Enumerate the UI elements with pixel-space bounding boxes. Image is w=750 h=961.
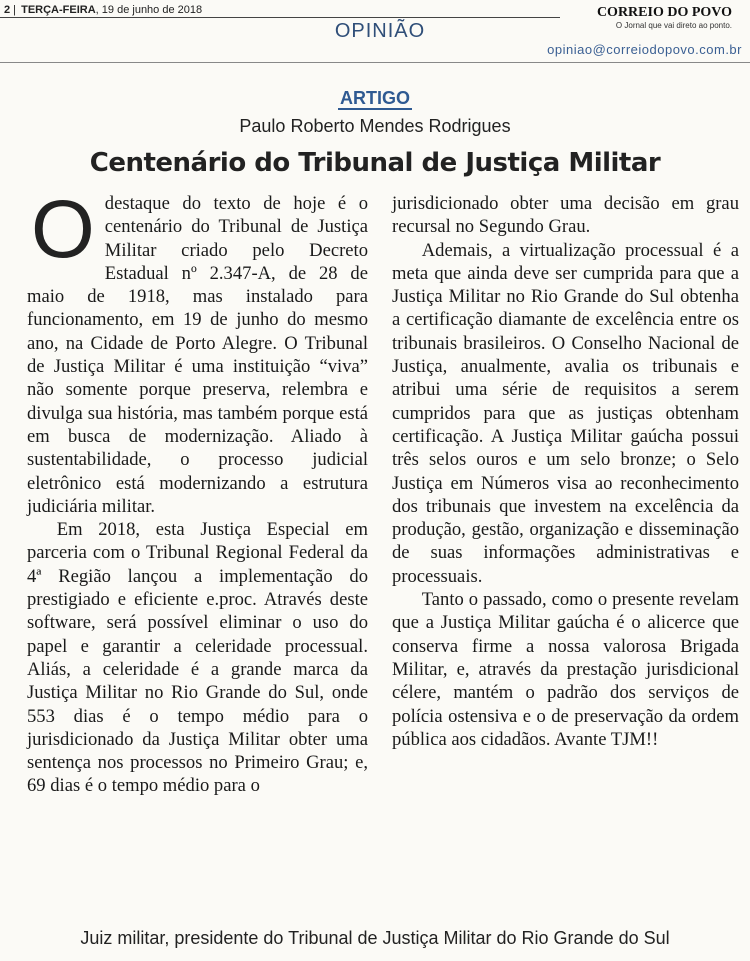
newspaper-name: CORREIO DO POVO (596, 5, 732, 20)
section-email: opiniao@correiodopovo.com.br (547, 42, 742, 57)
kicker-label: ARTIGO (340, 88, 410, 108)
paragraph-3: Ademais, a virtualização processual é a meta que ainda deve ser cumprida para que a Justiça Militar no Rio Grande do Sul obtenha a certificação diamante de excelência entre os tribunais brasileiros. O Conselho Nacional de Justiça, anualmente, avalia os tribunais e atribui uma série de requisitos a serem cumpridos para que as justiças obtenham certificação. A Justiça Militar gaúcha possui três selos ouros e um selo bronze; o Selo Justiça em Números visa ao reconhecimento dos tribunais que investem na excelência da produção, gestão, organização e disseminação de suas informações administrativas e processuais. (392, 239, 739, 587)
author-bio: Juiz militar, presidente do Tribunal de Justiça Militar do Rio Grande do Sul (80, 928, 670, 948)
headline: Centenário do Tribunal de Justiça Militar (89, 148, 661, 178)
article-column-1 (27, 184, 368, 798)
page-header (0, 0, 750, 70)
newspaper-logo (597, 5, 732, 30)
folio: 2 | TERÇA-FEIRA, 19 de junho de 2018 (4, 4, 203, 16)
issue-date: 19 de junho de 2018 (101, 4, 203, 16)
kicker (0, 88, 750, 109)
weekday: TERÇA-FEIRA (21, 4, 96, 16)
paragraph-2-continued: jurisdicionado obter uma decisão em grau recursal no Segundo Grau. (392, 193, 739, 238)
paragraph-4: Tanto o passado, como o presente revelam que a Justiça Militar gaúcha é o alicerce que conserva firme a nossa valorosa Brigada Militar, e, através da prestação jurisdicional célere, mantém o padrão dos serviços de polícia ostensiva e o de preservação da ordem pública aos cidadãos. Avante TJM!! (392, 589, 739, 750)
header-rule (0, 17, 560, 18)
paragraph-2: Em 2018, esta Justiça Especial em parceria com o Tribunal Regional Federal da 4ª Região lançou a implementação do prestigiado e eficiente e.proc. Através deste software, será possível eliminar o uso do papel e garantir a celeridade processual. Aliás, a celeridade é a grande marca da Justiça Militar no Rio Grande do Sul, onde 553 dias é o tempo médio para o jurisdicionado da Justiça Militar obter uma sentença nos processos no Primeiro Grau; e, 69 dias é o tempo médio para o (27, 519, 368, 797)
article-column-2 (392, 192, 739, 751)
drop-cap: O (31, 184, 95, 275)
section-title: OPINIÃO (334, 20, 426, 42)
author-name: Paulo Roberto Mendes Rodrigues (239, 116, 511, 136)
page-number: 2 (4, 4, 11, 16)
paragraph-1: destaque do texto de hoje é o centenário do Tribunal de Justiça Militar criado pelo Decreto Estadual nº 2.347-A, de 28 de maio de 1918, mas instalado para funcionamento, em 19 de junho do mesmo ano, na Cidade de Porto Alegre. O Tribunal de Justiça Militar é uma instituição “viva” não somente porque preserva, relembra e divulga sua história, mas também porque está em busca de modernização. Aliado à sustentabilidade, o processo judicial eletrônico está modernizando a estrutura judiciária militar. (27, 193, 368, 517)
newspaper-tagline: O Jornal que vai direto ao ponto. (615, 21, 732, 30)
